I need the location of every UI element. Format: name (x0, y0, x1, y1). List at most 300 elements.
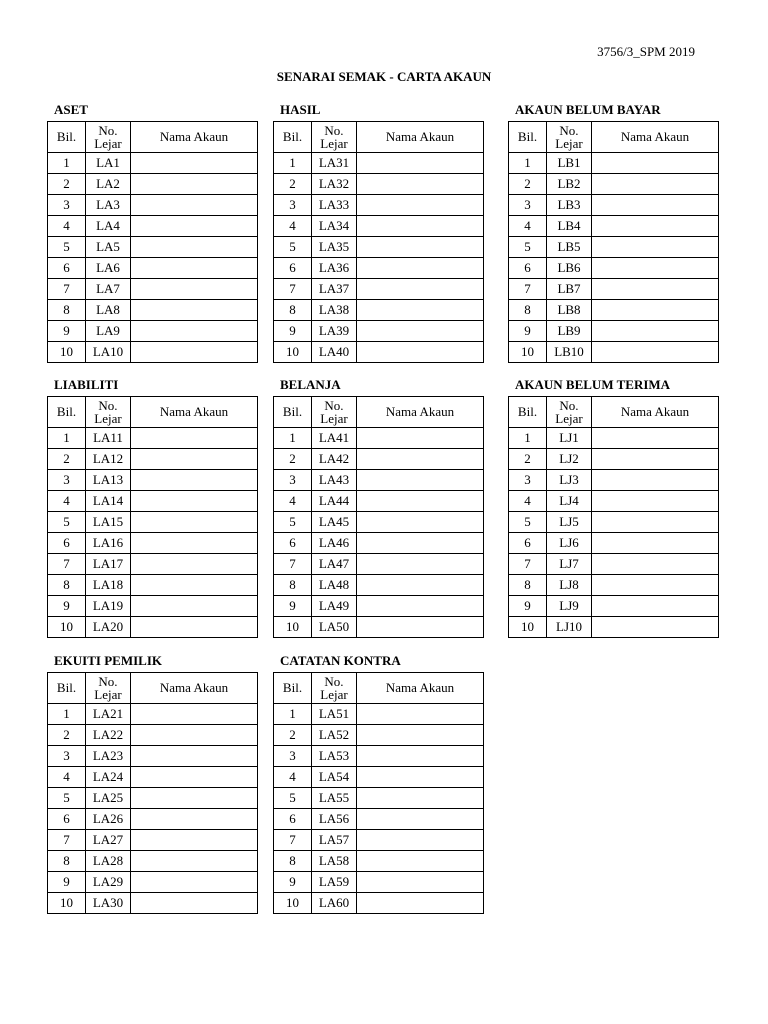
row-account-name-cell[interactable] (357, 470, 484, 491)
row-account-name-cell[interactable] (592, 491, 719, 512)
row-account-name-cell[interactable] (592, 342, 719, 363)
table-header-row (509, 397, 719, 428)
row-ledger-code: LA53 (312, 746, 357, 767)
row-ledger-code: LJ7 (547, 554, 592, 575)
row-bil: 7 (274, 554, 312, 575)
table-header-row (274, 397, 484, 428)
row-bil: 2 (509, 449, 547, 470)
row-account-name-cell[interactable] (592, 216, 719, 237)
row-account-name-cell[interactable] (131, 512, 258, 533)
table-row (509, 554, 719, 575)
row-ledger-code: LA8 (86, 300, 131, 321)
row-bil: 10 (509, 617, 547, 638)
row-ledger-code: LJ8 (547, 575, 592, 596)
row-account-name-cell[interactable] (592, 554, 719, 575)
row-bil: 8 (274, 575, 312, 596)
row-account-name-cell[interactable] (131, 746, 258, 767)
table-row (274, 617, 484, 638)
row-ledger-code: LB1 (547, 153, 592, 174)
row-bil: 3 (274, 470, 312, 491)
row-bil: 3 (48, 746, 86, 767)
row-ledger-code: LA9 (86, 321, 131, 342)
table-row (48, 237, 258, 258)
header-lejar: Lejar (320, 411, 348, 426)
row-ledger-code: LA31 (312, 153, 357, 174)
row-account-name-cell[interactable] (357, 321, 484, 342)
row-ledger-code: LB3 (547, 195, 592, 216)
header-lejar: Lejar (320, 687, 348, 702)
section-title: AKAUN BELUM TERIMA (515, 377, 671, 392)
section-akaun-belum-bayar (508, 102, 719, 363)
ledger-table-catatan-kontra (273, 672, 484, 914)
row-account-name-cell[interactable] (592, 321, 719, 342)
ledger-table-akaun-belum-terima (508, 396, 719, 638)
header-bil: Bil. (48, 673, 86, 704)
header-no-lejar (312, 122, 357, 153)
row-account-name-cell[interactable] (131, 533, 258, 554)
table-row (48, 767, 258, 788)
table-row (48, 533, 258, 554)
row-ledger-code: LA12 (86, 449, 131, 470)
row-bil: 10 (48, 893, 86, 914)
row-account-name-cell[interactable] (357, 153, 484, 174)
table-row (48, 893, 258, 914)
row-account-name-cell[interactable] (357, 851, 484, 872)
table-row (48, 470, 258, 491)
table-row (509, 449, 719, 470)
table-header-row (48, 673, 258, 704)
row-account-name-cell[interactable] (131, 428, 258, 449)
row-bil: 6 (509, 258, 547, 279)
table-row (48, 512, 258, 533)
table-row (509, 216, 719, 237)
header-bil: Bil. (48, 397, 86, 428)
row-bil: 3 (48, 195, 86, 216)
row-ledger-code: LB4 (547, 216, 592, 237)
table-row (509, 153, 719, 174)
row-account-name-cell[interactable] (357, 195, 484, 216)
table-row (48, 704, 258, 725)
table-row (48, 300, 258, 321)
row-account-name-cell[interactable] (357, 872, 484, 893)
table-row (509, 428, 719, 449)
row-bil: 8 (48, 575, 86, 596)
row-ledger-code: LJ4 (547, 491, 592, 512)
row-account-name-cell[interactable] (131, 195, 258, 216)
row-bil: 1 (274, 428, 312, 449)
row-account-name-cell[interactable] (131, 279, 258, 300)
row-account-name-cell[interactable] (131, 449, 258, 470)
row-account-name-cell[interactable] (592, 153, 719, 174)
section-title: ASET (54, 102, 88, 117)
table-row (274, 449, 484, 470)
row-bil: 7 (509, 554, 547, 575)
header-nama-akaun: Nama Akaun (357, 397, 484, 428)
row-account-name-cell[interactable] (357, 746, 484, 767)
table-row (509, 300, 719, 321)
row-account-name-cell[interactable] (592, 237, 719, 258)
row-ledger-code: LJ9 (547, 596, 592, 617)
table-row (48, 174, 258, 195)
row-bil: 4 (48, 767, 86, 788)
row-ledger-code: LA56 (312, 809, 357, 830)
row-ledger-code: LJ6 (547, 533, 592, 554)
row-bil: 9 (48, 321, 86, 342)
row-bil: 7 (274, 830, 312, 851)
row-account-name-cell[interactable] (131, 300, 258, 321)
row-ledger-code: LA46 (312, 533, 357, 554)
header-lejar: Lejar (94, 136, 122, 151)
row-bil: 5 (48, 788, 86, 809)
table-row (48, 321, 258, 342)
section-ekuiti-pemilik (47, 653, 258, 914)
header-bil: Bil. (274, 673, 312, 704)
table-row (48, 788, 258, 809)
table-row (274, 258, 484, 279)
row-ledger-code: LA14 (86, 491, 131, 512)
header-nama-akaun: Nama Akaun (592, 397, 719, 428)
row-ledger-code: LA57 (312, 830, 357, 851)
row-bil: 3 (274, 746, 312, 767)
row-account-name-cell[interactable] (357, 258, 484, 279)
table-row (509, 575, 719, 596)
row-account-name-cell[interactable] (131, 788, 258, 809)
row-account-name-cell[interactable] (131, 596, 258, 617)
row-bil: 10 (48, 617, 86, 638)
header-no: No. (559, 398, 579, 413)
table-row (274, 533, 484, 554)
row-bil: 1 (509, 153, 547, 174)
header-no-lejar (312, 673, 357, 704)
row-account-name-cell[interactable] (131, 258, 258, 279)
header-lejar: Lejar (555, 411, 583, 426)
table-row (48, 428, 258, 449)
row-bil: 4 (509, 216, 547, 237)
header-lejar: Lejar (94, 411, 122, 426)
row-ledger-code: LA3 (86, 195, 131, 216)
row-bil: 6 (274, 258, 312, 279)
row-bil: 2 (48, 449, 86, 470)
table-row (48, 872, 258, 893)
row-bil: 8 (48, 300, 86, 321)
row-account-name-cell[interactable] (131, 237, 258, 258)
row-ledger-code: LA7 (86, 279, 131, 300)
header-no-lejar (86, 397, 131, 428)
row-account-name-cell[interactable] (357, 174, 484, 195)
section-belanja (273, 377, 484, 638)
row-ledger-code: LJ10 (547, 617, 592, 638)
row-account-name-cell[interactable] (357, 617, 484, 638)
table-row (274, 725, 484, 746)
row-bil: 4 (274, 491, 312, 512)
row-account-name-cell[interactable] (357, 809, 484, 830)
header-no: No. (98, 674, 118, 689)
row-account-name-cell[interactable] (357, 491, 484, 512)
row-ledger-code: LA60 (312, 893, 357, 914)
row-bil: 2 (274, 174, 312, 195)
ledger-table-ekuiti-pemilik (47, 672, 258, 914)
table-row (48, 554, 258, 575)
row-account-name-cell[interactable] (131, 575, 258, 596)
row-account-name-cell[interactable] (592, 195, 719, 216)
header-no: No. (98, 123, 118, 138)
row-account-name-cell[interactable] (131, 725, 258, 746)
row-account-name-cell[interactable] (357, 533, 484, 554)
row-bil: 8 (274, 300, 312, 321)
row-account-name-cell[interactable] (131, 767, 258, 788)
row-ledger-code: LA11 (86, 428, 131, 449)
row-bil: 9 (274, 596, 312, 617)
section-title: BELANJA (280, 377, 341, 392)
row-ledger-code: LA30 (86, 893, 131, 914)
row-account-name-cell[interactable] (357, 237, 484, 258)
row-bil: 8 (509, 300, 547, 321)
table-row (274, 809, 484, 830)
row-account-name-cell[interactable] (357, 554, 484, 575)
header-bil: Bil. (274, 397, 312, 428)
row-ledger-code: LA26 (86, 809, 131, 830)
row-bil: 3 (48, 470, 86, 491)
table-row (274, 872, 484, 893)
table-row (48, 449, 258, 470)
row-account-name-cell[interactable] (131, 893, 258, 914)
row-ledger-code: LA38 (312, 300, 357, 321)
table-row (274, 596, 484, 617)
header-bil: Bil. (509, 122, 547, 153)
table-row (274, 788, 484, 809)
table-row (48, 279, 258, 300)
row-ledger-code: LA50 (312, 617, 357, 638)
table-row (274, 767, 484, 788)
row-account-name-cell[interactable] (131, 851, 258, 872)
row-account-name-cell[interactable] (357, 830, 484, 851)
row-bil: 1 (509, 428, 547, 449)
row-ledger-code: LA19 (86, 596, 131, 617)
header-no: No. (98, 398, 118, 413)
row-ledger-code: LA36 (312, 258, 357, 279)
header-nama-akaun: Nama Akaun (131, 122, 258, 153)
table-row (274, 470, 484, 491)
header-no-lejar (547, 397, 592, 428)
row-account-name-cell[interactable] (357, 788, 484, 809)
table-row (48, 851, 258, 872)
row-bil: 5 (509, 237, 547, 258)
row-account-name-cell[interactable] (131, 809, 258, 830)
ledger-table-aset (47, 121, 258, 363)
table-row (509, 512, 719, 533)
table-header-row (48, 397, 258, 428)
row-account-name-cell[interactable] (357, 725, 484, 746)
page-code: 3756/3_SPM 2019 (597, 44, 695, 59)
row-account-name-cell[interactable] (592, 512, 719, 533)
row-account-name-cell[interactable] (357, 449, 484, 470)
row-ledger-code: LA51 (312, 704, 357, 725)
table-row (274, 575, 484, 596)
row-ledger-code: LA21 (86, 704, 131, 725)
row-ledger-code: LA37 (312, 279, 357, 300)
row-ledger-code: LA47 (312, 554, 357, 575)
table-row (274, 174, 484, 195)
ledger-table-belanja (273, 396, 484, 638)
table-row (509, 596, 719, 617)
row-ledger-code: LA40 (312, 342, 357, 363)
header-no: No. (324, 674, 344, 689)
row-ledger-code: LA59 (312, 872, 357, 893)
header-no-lejar (312, 397, 357, 428)
table-row (48, 809, 258, 830)
header-no-lejar (547, 122, 592, 153)
row-account-name-cell[interactable] (592, 575, 719, 596)
row-account-name-cell[interactable] (357, 893, 484, 914)
header-no-lejar (86, 122, 131, 153)
ledger-table-akaun-belum-bayar (508, 121, 719, 363)
row-bil: 5 (274, 788, 312, 809)
table-row (48, 258, 258, 279)
row-bil: 5 (274, 512, 312, 533)
row-ledger-code: LA5 (86, 237, 131, 258)
row-ledger-code: LA24 (86, 767, 131, 788)
row-bil: 10 (48, 342, 86, 363)
row-ledger-code: LA49 (312, 596, 357, 617)
row-ledger-code: LA55 (312, 788, 357, 809)
row-bil: 5 (509, 512, 547, 533)
row-account-name-cell[interactable] (357, 767, 484, 788)
table-header-row (48, 122, 258, 153)
row-account-name-cell[interactable] (592, 279, 719, 300)
table-row (48, 617, 258, 638)
row-bil: 7 (274, 279, 312, 300)
row-account-name-cell[interactable] (592, 174, 719, 195)
section-title: HASIL (280, 102, 321, 117)
row-bil: 3 (509, 470, 547, 491)
row-ledger-code: LA22 (86, 725, 131, 746)
ledger-table-liabiliti (47, 396, 258, 638)
row-bil: 2 (48, 174, 86, 195)
header-bil: Bil. (509, 397, 547, 428)
row-account-name-cell[interactable] (131, 216, 258, 237)
row-ledger-code: LA10 (86, 342, 131, 363)
row-bil: 9 (274, 321, 312, 342)
row-account-name-cell[interactable] (357, 342, 484, 363)
row-account-name-cell[interactable] (357, 428, 484, 449)
row-ledger-code: LA4 (86, 216, 131, 237)
row-ledger-code: LA33 (312, 195, 357, 216)
row-bil: 7 (48, 279, 86, 300)
table-row (274, 491, 484, 512)
row-bil: 1 (274, 153, 312, 174)
row-account-name-cell[interactable] (131, 470, 258, 491)
table-row (274, 428, 484, 449)
row-ledger-code: LA58 (312, 851, 357, 872)
table-header-row (274, 673, 484, 704)
row-bil: 9 (274, 872, 312, 893)
row-bil: 7 (48, 554, 86, 575)
row-ledger-code: LA54 (312, 767, 357, 788)
row-account-name-cell[interactable] (357, 596, 484, 617)
row-ledger-code: LA20 (86, 617, 131, 638)
header-bil: Bil. (48, 122, 86, 153)
header-nama-akaun: Nama Akaun (131, 673, 258, 704)
row-ledger-code: LJ5 (547, 512, 592, 533)
row-account-name-cell[interactable] (357, 512, 484, 533)
table-row (48, 216, 258, 237)
header-lejar: Lejar (94, 687, 122, 702)
table-row (48, 830, 258, 851)
row-account-name-cell[interactable] (357, 279, 484, 300)
row-account-name-cell[interactable] (592, 449, 719, 470)
row-ledger-code: LA43 (312, 470, 357, 491)
table-row (48, 153, 258, 174)
row-account-name-cell[interactable] (131, 830, 258, 851)
row-bil: 7 (509, 279, 547, 300)
row-account-name-cell[interactable] (592, 617, 719, 638)
table-row (509, 491, 719, 512)
row-account-name-cell[interactable] (592, 533, 719, 554)
row-bil: 10 (274, 893, 312, 914)
row-bil: 7 (48, 830, 86, 851)
row-ledger-code: LA52 (312, 725, 357, 746)
header-bil: Bil. (274, 122, 312, 153)
row-bil: 9 (509, 321, 547, 342)
row-bil: 1 (48, 153, 86, 174)
row-account-name-cell[interactable] (357, 704, 484, 725)
row-bil: 9 (509, 596, 547, 617)
section-aset (47, 102, 258, 363)
table-row (274, 512, 484, 533)
row-ledger-code: LA2 (86, 174, 131, 195)
row-account-name-cell[interactable] (131, 153, 258, 174)
row-account-name-cell[interactable] (131, 321, 258, 342)
row-ledger-code: LA17 (86, 554, 131, 575)
row-bil: 1 (48, 428, 86, 449)
row-account-name-cell[interactable] (131, 617, 258, 638)
row-ledger-code: LA18 (86, 575, 131, 596)
row-account-name-cell[interactable] (131, 174, 258, 195)
row-ledger-code: LB2 (547, 174, 592, 195)
header-no: No. (324, 123, 344, 138)
table-row (274, 321, 484, 342)
row-account-name-cell[interactable] (357, 300, 484, 321)
row-ledger-code: LA45 (312, 512, 357, 533)
row-account-name-cell[interactable] (131, 491, 258, 512)
row-account-name-cell[interactable] (592, 470, 719, 491)
header-no: No. (324, 398, 344, 413)
row-account-name-cell[interactable] (131, 872, 258, 893)
row-bil: 4 (48, 216, 86, 237)
table-row (274, 216, 484, 237)
row-account-name-cell[interactable] (592, 300, 719, 321)
table-row (274, 704, 484, 725)
row-account-name-cell[interactable] (592, 596, 719, 617)
table-row (48, 575, 258, 596)
section-title: CATATAN KONTRA (280, 653, 401, 668)
row-bil: 5 (274, 237, 312, 258)
row-bil: 8 (509, 575, 547, 596)
row-account-name-cell[interactable] (592, 428, 719, 449)
row-ledger-code: LJ1 (547, 428, 592, 449)
table-row (274, 554, 484, 575)
row-account-name-cell[interactable] (131, 704, 258, 725)
row-ledger-code: LA23 (86, 746, 131, 767)
row-account-name-cell[interactable] (131, 554, 258, 575)
row-account-name-cell[interactable] (131, 342, 258, 363)
row-account-name-cell[interactable] (357, 216, 484, 237)
row-account-name-cell[interactable] (592, 258, 719, 279)
row-account-name-cell[interactable] (357, 575, 484, 596)
row-ledger-code: LA42 (312, 449, 357, 470)
row-bil: 2 (509, 174, 547, 195)
table-row (274, 851, 484, 872)
